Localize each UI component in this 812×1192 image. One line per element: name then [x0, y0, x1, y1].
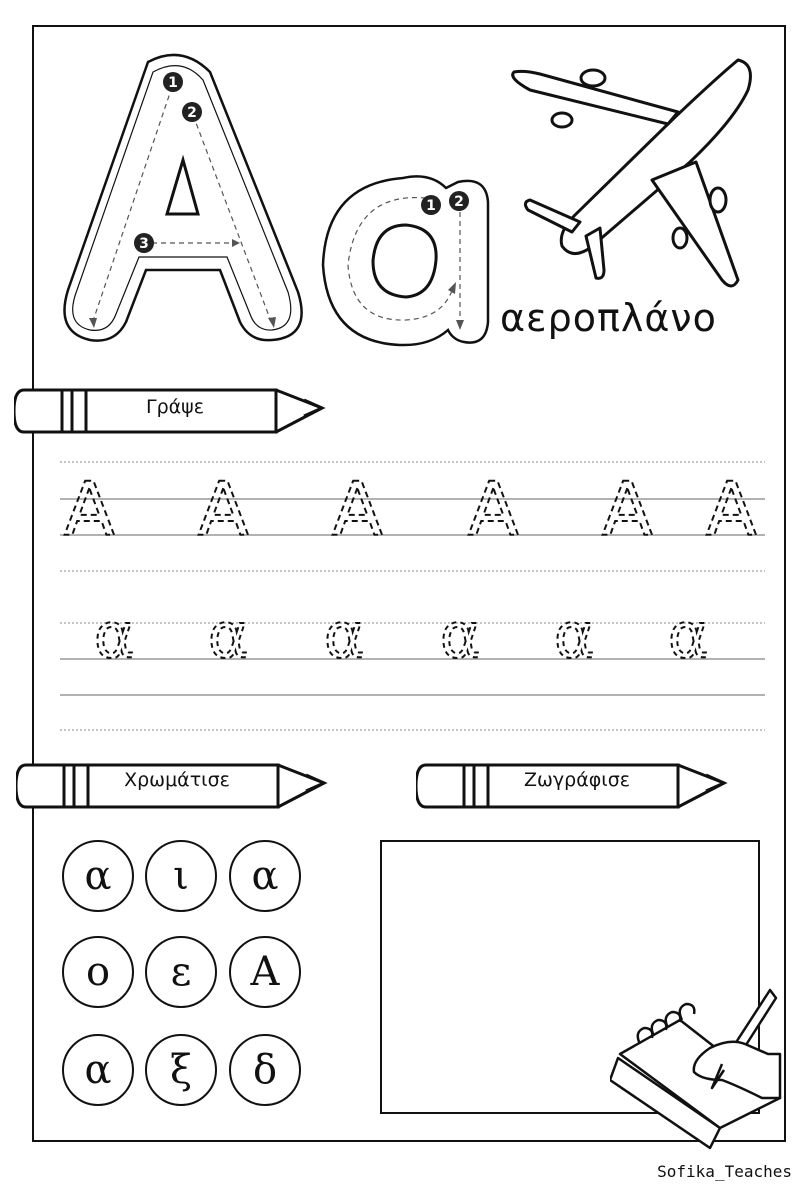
uppercase-trace-letter: Α: [706, 467, 757, 553]
svg-text:2: 2: [454, 194, 464, 210]
color-circle[interactable]: ξ: [145, 1034, 217, 1106]
color-section-label: Χρωμάτισε: [124, 769, 230, 791]
uppercase-trace-letter: Α: [468, 467, 519, 553]
notepad-writing-icon: [610, 988, 790, 1153]
vocabulary-word: αεροπλάνο: [500, 296, 717, 340]
lowercase-alpha-hole: [373, 225, 436, 297]
color-circle[interactable]: α: [62, 840, 134, 912]
stroke-number-2-badge-lower: [449, 191, 469, 211]
airplane-icon: [500, 50, 760, 290]
stroke-number-3-badge: [134, 233, 154, 253]
lowercase-alpha-tracing-figure: [318, 170, 493, 350]
lowercase-trace-row: [94, 599, 709, 672]
color-circle[interactable]: ε: [145, 936, 217, 1008]
color-circle[interactable]: Α: [229, 936, 301, 1008]
svg-text:1: 1: [168, 75, 178, 91]
lowercase-trace-letter: α: [208, 599, 249, 672]
lowercase-trace-letter: α: [668, 599, 709, 672]
write-section-label: Γράψε: [146, 396, 204, 418]
author-credit: Sofika_Teaches: [657, 1162, 792, 1181]
stroke-number-1-badge: [163, 72, 183, 92]
svg-text:3: 3: [139, 236, 149, 252]
tracing-area: [60, 455, 765, 735]
lowercase-trace-letter: α: [94, 599, 135, 672]
uppercase-trace-letter: Α: [602, 467, 653, 553]
uppercase-trace-letter: Α: [332, 467, 383, 553]
svg-text:1: 1: [426, 198, 436, 214]
uppercase-trace-letter: Α: [64, 467, 115, 553]
uppercase-alpha-tracing-figure: [60, 52, 305, 352]
lowercase-trace-letter: α: [554, 599, 595, 672]
svg-text:2: 2: [187, 105, 197, 121]
color-circle[interactable]: α: [229, 840, 301, 912]
lowercase-trace-letter: α: [324, 599, 365, 672]
lowercase-trace-letter: α: [440, 599, 481, 672]
color-circle[interactable]: ι: [145, 840, 217, 912]
uppercase-trace-letter: Α: [198, 467, 249, 553]
stroke-number-1-badge-lower: [421, 195, 441, 215]
stroke-number-2-badge: [182, 102, 202, 122]
color-circle[interactable]: ο: [62, 936, 134, 1008]
color-circle[interactable]: α: [62, 1034, 134, 1106]
color-circle[interactable]: δ: [229, 1034, 301, 1106]
uppercase-trace-row: [64, 467, 757, 553]
draw-section-label: Ζωγράφισε: [523, 769, 631, 791]
